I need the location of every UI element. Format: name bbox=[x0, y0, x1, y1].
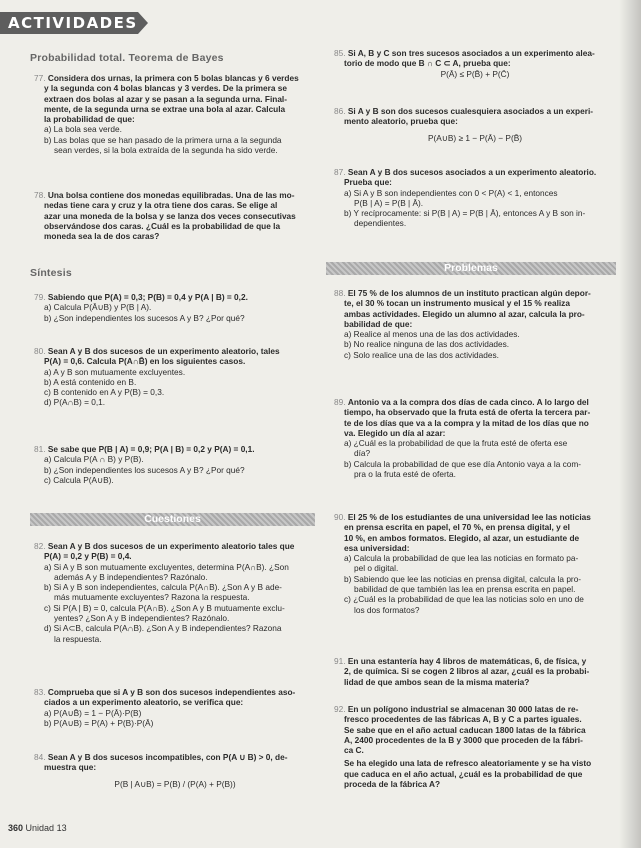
section-sintesis: Síntesis bbox=[30, 267, 72, 279]
exercise-86: 86. Si A y B son dos sucesos cualesquiera asociados a un experi- mento aleatorio, prueba que: P(A∪B) ≥ 1 − P(Ā) − P(B̄) bbox=[334, 106, 616, 143]
formula-86: P(A∪B) ≥ 1 − P(Ā) − P(B̄) bbox=[427, 132, 523, 143]
section-probabilidad: Probabilidad total. Teorema de Bayes bbox=[30, 52, 224, 64]
exercise-81: 81. Se sabe que P(B | A) = 0,9; P(A | B) = 0,2 y P(A) = 0,1. a) Calcula P(A ∩ B) y P(B). b) ¿Son independientes los sucesos A y B? ¿Por qué? c) Calcula P(A∪B). bbox=[34, 444, 255, 485]
exercise-80: 80. Sean A y B dos sucesos de un experimento aleatorio, tales P(A) = 0,6. Calcula P(A∩B̄) en los siguientes casos. a) A y B son mutuamente excluyentes. b) A está contenido en B. c) B contenido en A y P(B) = 0,3. d) P(A∩B) = 0,1. bbox=[34, 346, 280, 408]
cuestiones-band: Cuestiones bbox=[30, 513, 315, 526]
exercise-83: 83. Comprueba que si A y B son dos sucesos independientes aso- ciados a un experimento aleatorio, se verifica que: a) P(A∪B̄) = 1 − P(Ā)·P(B) b) P(A∪B) = P(A) + P(B)·P(Ā) bbox=[34, 687, 296, 728]
activities-banner: ACTIVIDADES bbox=[0, 12, 138, 34]
problemas-band: Problemas bbox=[326, 262, 616, 275]
formula-85: P(Ā) ≤ P(B̄) + P(C̄) bbox=[440, 68, 510, 79]
exercise-91: 91. En una estantería hay 4 libros de matemáticas, 6, de física, y 2, de química. Si se cogen 2 libros al azar, ¿cuál es la probabi- lidad de que ambos sean de la misma materia? bbox=[334, 656, 590, 687]
exercise-85: 85. Si A, B y C son tres sucesos asociados a un experimento alea- torio de modo que B ∩ C ⊂ A, prueba que: P(Ā) ≤ P(B̄) + P(C̄) bbox=[334, 48, 616, 79]
exercise-78: 78. Una bolsa contiene dos monedas equilibradas. Una de las mo- nedas tiene cara y cruz y la otra tiene dos caras. Se elige al azar una moneda de la bolsa y se lanza dos veces consecutivas observándose dos caras. ¿Cuál es la probabilidad de que la moneda sea la de dos caras? bbox=[34, 190, 296, 242]
exercise-82: 82. Sean A y B dos sucesos de un experimento aleatorio tales que P(A) = 0,2 y P(B) = 0,4. a) Si A y B son mutuamente excluyentes, determina P(A∩B). ¿Son además A y B independientes? Razónalo. b) Si A y B son independientes, calcula P(A∩B). ¿Son A y B ade- más mutuamente excluyentes? Razona la respuesta. c) Si P(A | B) = 0, calcula P(A∩B). ¿Son A y B mutuamente exclu- yentes? ¿Son A y B independientes? Razónalo. d) Si A⊂B, calcula P(A∩B). ¿Son A y B independientes? Razona la respuesta. bbox=[34, 541, 295, 644]
exercise-90: 90. El 25 % de los estudiantes de una universidad lee las noticias en prensa escrita en papel, el 70 %, en prensa digital, y el 10 %, en ambos formatos. Elegido, al azar, un estudiante de esa universidad: a) Calcula la probabilidad de que lea las noticias en formato pa- pel o digital. b) Sabiendo que lee las noticias en prensa digital, calcula la pro- babilidad de que también las lea en prensa escrita en papel. c) ¿Cuál es la probabilidad de que lea las noticias solo en uno de los dos formatos? bbox=[334, 512, 591, 615]
exercise-89: 89. Antonio va a la compra dos días de cada cinco. A lo largo del tiempo, ha observado que la fruta está de oferta la tercera par- te de los días que va a la compra y la mitad de los días que no va. Elegido un día al azar: a) ¿Cuál es la probabilidad de que la fruta esté de oferta ese día? b) Calcula la probabilidad de que ese día Antonio vaya a la com- pra o la fruta esté de oferta. bbox=[334, 397, 591, 480]
unit-label: Unidad 13 bbox=[25, 823, 67, 833]
exercise-84: 84. Sean A y B dos sucesos incompatibles, con P(A ∪ B) > 0, de- muestra que: P(B | A∪B) = P(B) / (P(A) + P(B)) bbox=[34, 752, 316, 789]
exercise-77: 77. Considera dos urnas, la primera con 5 bolas blancas y 6 verdes y la segunda con 4 bolas blancas y 3 verdes. De la primera se extraen dos bolas al azar y se pasan a la segunda urna. Final- mente, de la segunda urna se extrae una bola al azar. Calcula la probabilidad de que: a) La bola sea verde. b) Las bolas que se han pasado de la primera urna a la segunda sean verdes, si la bola extraída de la segunda ha sido verde. bbox=[34, 73, 299, 156]
page-curl-shadow bbox=[619, 0, 641, 848]
exercise-79: 79. Sabiendo que P(A) = 0,3; P(B) = 0,4 y P(A | B) = 0,2. a) Calcula P(Ā∪B) y P(B | A). b) ¿Son independientes los sucesos A y B? ¿Por qué? bbox=[34, 292, 248, 323]
exercise-87: 87. Sean A y B dos sucesos asociados a un experimento aleatorio. Prueba que: a) Si A y B son independientes con 0 < P(A) < 1, entonces P(B | A) = P(B | Ā). b) Y recíprocamente: si P(B | A) = P(B | Ā), entonces A y B son in- dependientes. bbox=[334, 167, 597, 229]
exercise-88: 88. El 75 % de los alumnos de un instituto practican algún depor- te, el 30 % tocan un instrumento musical y el 15 % realiza ambas actividades. Elegido un alumno al azar, calcula la pro- babilidad de que: a) Realice al menos una de las dos actividades. b) No realice ninguna de las dos actividades. c) Solo realice una de las dos actividades. bbox=[334, 288, 591, 360]
formula-84: P(B | A∪B) = P(B) / (P(A) + P(B)) bbox=[114, 778, 236, 789]
page-number: 360 bbox=[8, 823, 24, 833]
page-footer bbox=[8, 823, 67, 833]
exercise-92: 92. En un polígono industrial se almacenan 30 000 latas de re- fresco procedentes de las fábricas A, B y C a partes iguales. Se sabe que en el año actual caducan 1800 latas de la fábrica A, 2400 procedentes de la B y 3000 que proceden de la fábri- ca C. Se ha elegido una lata de refresco aleatoriamente y se ha visto que caduca en el año actual, ¿cuál es la probabilidad de que proceda de la fábrica A? bbox=[334, 704, 592, 790]
